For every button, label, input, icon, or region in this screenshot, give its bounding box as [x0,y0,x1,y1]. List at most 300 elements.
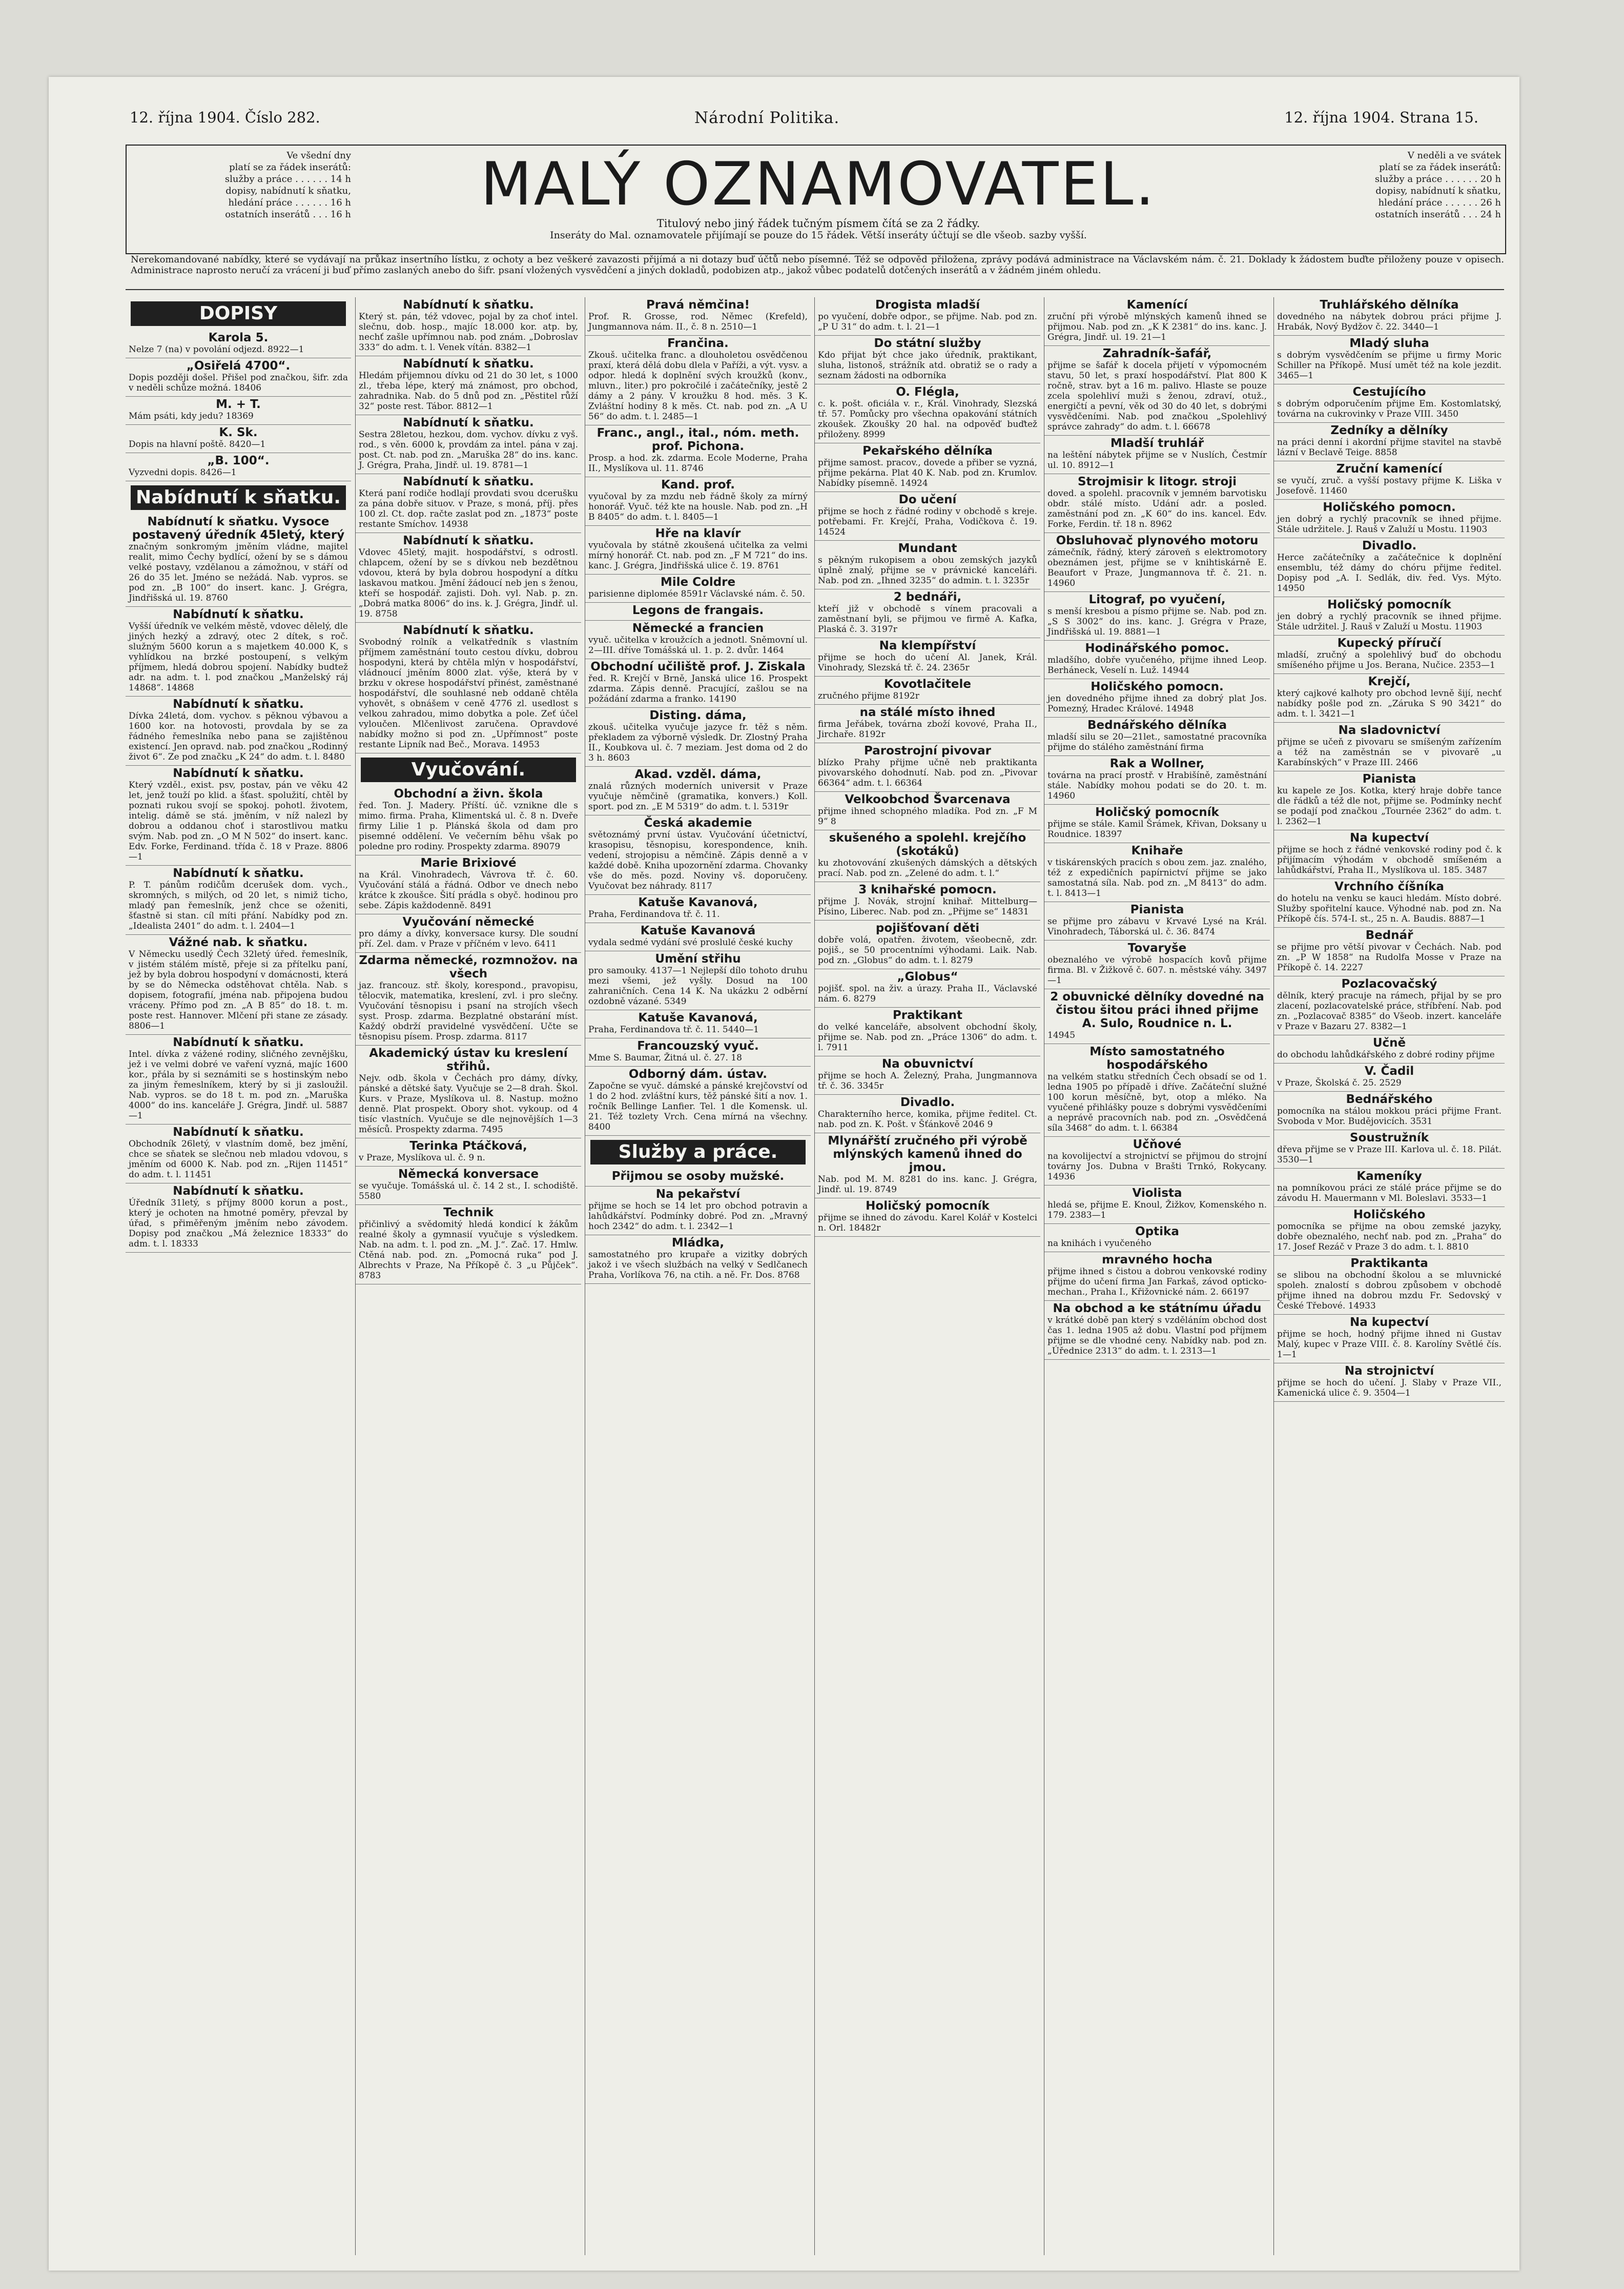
ad-heading: Zdarma německé, rozmnožov. na všech [359,954,578,980]
ad-heading: Pozlacovačský [1341,977,1437,991]
classified-ad [1044,941,1270,989]
ad-text: Hledám přijemnou dívku od 21 do 30 let, s 1000 zl., třeba lépe, který má známost, pro obchod, zahradnika. Nab. do 5 dnů pod zn. „Pěstitel růží 32“ poste rest. Tábor. 8812—1 [359,371,578,412]
classified-ad [126,935,351,1035]
ad-heading: Vyučování německé [402,915,535,929]
ad-heading: Hodinářského pomoc. [1085,642,1229,655]
classified-ad [1274,771,1505,830]
ad-heading: Divadlo. [1362,539,1417,553]
classified-ad [815,830,1040,882]
classified-ad [356,356,581,415]
ad-heading: Nabídnutí k sňatku. [173,767,304,780]
ad-heading: Zedníky a dělníky [1330,424,1448,437]
ad-text: se slibou na obchodní školou a se mluvnické spoleh. znalostí s dobrou způsobem v obchodě přijme ihned na dobrou mzdu Fr. Sedovský v České Třebové. 14933 [1277,1270,1502,1311]
classified-ad [126,866,351,935]
classified-ad [585,297,811,336]
ad-text: pro dámy a dívky, konversace kursy. Dle soudní pří. Zel. dam. v Praze v příčném v levo. 6411 [359,929,578,949]
classified-ad [1044,902,1270,941]
header-right: 12. října 1904. Strana 15. [1284,109,1478,126]
ad-text: řed. Ton. J. Madery. Příští. úč. vznikne dle s mimo. firma. Praha, Klimentská ul. č. 8 n. Dveře firmy Lilie 1 p. Plánská škola od dam pro pisemné oddělení. Ve večerním běhu však po poledne pro rodiny. Prospekty zdarma. 89079 [359,801,578,852]
ad-heading: pojišťovaní děti [875,922,980,935]
page-header [49,109,1519,132]
ad-heading: Učně [1372,1036,1406,1050]
classified-ad [1274,674,1505,723]
ad-text: mladší, zručný a spolehlivý buď do obchodu smíšeného přijme u Jos. Berana, Nučice. 2353—1 [1277,650,1502,670]
ad-text: vyučovala by státně zkoušená učitelka za velmi mírný honorář. Ct. nab. pod zn. „F M 721“ do ins. kanc. J. Grégra, Jindřišská ulice č. 19. 8761 [588,540,808,571]
ad-text: přijme se učeň z pivovaru se smíšeným zařízením a též na zaměstnán se v pivovarě „u Karabínských“ v Praze III. 2466 [1277,737,1502,768]
ad-heading: Tovaryše [1127,942,1187,955]
ad-heading: Německá konversace [398,1168,539,1181]
classified-ad [126,397,351,425]
classified-ad [1044,436,1270,474]
ad-text: jen dobrý a rychlý pracovník se ihned přijme. Stále udržitel. J. Rauš v Zaluží u Mostu. 11903 [1277,611,1502,632]
ad-text: přijme se hoch z řádné rodiny v obchodě s kreje. potřebami. Fr. Krejčí, Praha, Vodičkova č. 19. 14524 [818,506,1037,537]
ad-heading: Nabídnutí k sňatku. [403,416,534,430]
ad-text: Obchodník 26letý, v vlastním domě, bez jmění, chce se sňatek se slečnou neb mladou vdovou, s jměním od 6000 K. Nab. pod zn. „Rijen 11451“ do adm. t. l. 11451 [129,1139,348,1180]
ad-heading: Německé a francien [632,622,764,635]
ad-heading: Nabídnutí k sňatku. [173,1036,304,1049]
ad-heading: Optika [1135,1225,1179,1238]
ad-text: Započne se vyuč. dámské a pánské krejčovství od 1 do 2 hod. zvláštní kurs, těž pánské šití a nov. 1. ročník Bellinge Lanfier. Tel. 1 dle Komensk. ul. 21. Též tozlety Vrch. Cena mírná na všechny. 8400 [588,1081,808,1132]
ad-heading: Zruční kamenící [1336,462,1443,476]
ad-text: Nejv. odb. škola v Čechách pro dámy, dívky, pánské a dětské šaty. Vyučuje se 2—8 drah. Škol. Kurs. v Praze, Myslíkova ul. 8. Nastup. možno denně. Plat prospekt. Obory shot. vykoup. od 4 tisíc vlastních. Vyučuje se dle nejnovějších 1—3 měsíců. Prospekty zdarma. 7495 [359,1073,578,1135]
ad-heading: Legons de frangais. [632,604,764,617]
classified-ad [1044,592,1270,641]
ad-text: firma Jeřábek, továrna zboží kovové, Praha II., Jirchaře. 8192r [818,719,1037,740]
classified-ad [1274,336,1505,384]
classified-ad [1274,1363,1505,1402]
ad-text: přijme ihned schopného mladíka. Pod zn. „F M 9“ 8 [818,806,1037,827]
ad-heading: Holičský pomocník [866,1199,990,1213]
classified-ad [1274,538,1505,597]
ad-text: ku zhotovování zkušených dámských a dětských prací. Nab. pod zn. „Zelené do adm. t. l.“ [818,858,1037,878]
ad-text: dělník, který pracuje na rámech, přijal by se pro zlacení, pozlacovatelské práce, stříbření. Nab. pod zn. „Pozlacovač 8385“ do Všeob. inzert. kanceláře v Praze v Bazaru 27. 8382—1 [1277,991,1502,1032]
ad-heading: Mundant [898,542,957,555]
ad-heading: Zahradník-šafář, [1102,347,1212,360]
ad-heading: „Globus“ [897,970,958,984]
ad-text: hledá se, přijme E. Knoul, Žižkov, Komenského n. 179. 2383—1 [1047,1200,1267,1220]
classified-ad [1044,1044,1270,1137]
ad-text: c. k. pošt. oficiála v. r., Král. Vinohrady, Slezská tř. 57. Pomůcky pro všechna opakování státních zkoušek. Zkoušky 20 hal. na odpověď buďtež přiloženy. 8999 [818,399,1037,440]
ad-heading: Do učení [898,493,957,506]
ad-heading: Drogista mladší [875,298,980,312]
ad-heading: Nabídnutí k sňatku. [403,298,534,312]
rate-line: ostatních inserátů . . . 16 h [225,209,351,220]
column-3 [585,297,811,2255]
classified-ad [356,474,581,533]
ad-text: doved. a spolehl. pracovník v jemném barvotisku obdr. stálé místo. Udání adr. a posled. zaměstnání pod zn. „K 60“ do ins. kancel. Edv. Forke, Ferdin. tř. 18 n. 8962 [1047,488,1267,529]
ad-text: obeznalého ve výrobě hospacích kovů přijme firma. Bl. v Žižkově č. 607. n. městské váhy. 3497—1 [1047,955,1267,986]
ad-heading: Na klempířství [879,639,976,652]
ad-heading: Umění střihu [655,952,741,966]
ad-text: světoznámý první ústav. Vyučování účetnictví, krasopisu, těsnopisu, korespondence, knih. vedení, strojopisu a němčině. Zápis denně a v každé době. Kniha upozornění zdarma. Chovanky vše do měs. pozd. Noviny vš. doporučeny. Vyučovat bez náhrady. 8117 [588,830,808,891]
classified-ad [126,425,351,453]
ad-text: přijme se hoch, hodný přijme ihned ni Gustav Malý, kupec v Praze VIII. č. 8. Karolíny Světlé čís. 1—1 [1277,1329,1502,1360]
classified-ad [126,330,351,358]
rate-line: V neděli a ve svátek [1407,150,1501,161]
ad-heading: Obsluhovač plynového motoru [1056,534,1259,547]
classified-ad [585,425,811,477]
ad-text: pojišť. spol. na živ. a úrazy. Praha II., Václavské nám. 6. 8279 [818,984,1037,1004]
ad-text: vyuč. učitelka v kroužcích a jednotl. Sněmovní ul. 2—III. dříve Tomášská ul. 1. p. 2. dvůr. 1464 [588,635,808,656]
ad-heading: Vrchního číšníka [1334,880,1444,893]
classified-ad [585,1010,811,1038]
classified-ad [815,1198,1040,1237]
ad-heading: Nabídnutí k sňatku. [403,624,534,637]
classified-ad [356,415,581,474]
ad-text: se vyučuje. Tomášská ul. č. 14 2 st., I. schodiště. 5580 [359,1181,578,1201]
classified-ad [126,1125,351,1183]
classified-ad [1274,1035,1505,1064]
ad-text: v Praze, Školská č. 25. 2529 [1277,1078,1402,1088]
ad-heading: Violista [1132,1187,1182,1200]
ad-text: mladší silu se 20—21let., samostatné pracovníka přijme do stálého zaměstnání firma [1047,732,1267,752]
ad-text: jen dobrý a rychlý pracovník se ihned přijme. Stále udržitele. J. Rauš v Zaluží u Mostu. 11903 [1277,514,1502,535]
rate-line: ostatních inserátů . . . 24 h [1375,209,1501,220]
ad-heading: Akademický ústav ku kreslení střihů. [369,1047,568,1073]
ad-text: který cajkové kalhoty pro obchod levně šijí, nechť nabídky pošle pod zn. „Záruka S 90 3421“ do adm. t. l. 3421—1 [1277,688,1502,719]
classified-ad [815,297,1040,336]
section-title: MALÝ OZNAMOVATEL. [480,150,1157,219]
classified-ad [1274,297,1505,336]
ad-text: továrna na prací prostř. v Hrabišíně, zaměstnání stále. Nabídky mohou podati se do 20. t. m. 14960 [1047,770,1267,801]
classified-ad [585,767,811,815]
ad-heading: Nabídnutí k sňatku. [173,698,304,711]
ad-text: v Praze, Myslíkova ul. č. 9 n. [359,1153,485,1163]
ad-heading: Přijmou se osoby mužské. [611,1170,785,1183]
classified-ad [815,541,1040,589]
ad-heading: Mládka, [671,1236,725,1250]
ad-heading: Nabídnutí k sňatku. [403,475,534,488]
banner-subtitle-2: Inseráty do Mal. oznamovatele přijímají se pouze do 15 řádek. Větší inseráty účtují se dle všeob. sazby vyšší. [550,230,1087,241]
ad-heading: 3 knihařské pomocn. [858,883,997,896]
ad-heading: Na strojnictví [1344,1364,1434,1378]
ad-text: Prosp. a hod. zk. zdarma. Ecole Moderne, Praha II., Myslíkova ul. 11. 8746 [588,453,808,474]
classified-ad [356,1205,581,1284]
ad-heading: Nabídnutí k sňatku. Vysoce postavený úředník 45letý, který [132,515,345,542]
classified-ad [356,953,581,1046]
banner-note: Nerekomandované nabídky, které se vydávají na průkaz insertního lístku, z ochoty a bez veškeré zavazosti přijímá a ni dotazy buď účtů nebo písemné. Též se odpověd přiložena, zprávy podává administrace na Václavském nám. č. 21. Doklady k žádostem buďte přiloženy pouze v opisech. Administrace naprosto neručí za vrácení ji buď přímo zaslaných anebo do šifr. psaní vložených vysvědčení a jiných dokladů, podobizen atp., jakož vůbec podatelů dotčených inserátů a v žádném jiném ohledu. [131,254,1504,276]
classified-ad [1274,1064,1505,1092]
ad-text: Svobodný rolník a velkatředník s vlastním příjmem zaměstnání touto cestou dívku, dobrou hospodyni, která by chtěla mlýn v hospodářství, vládnoucí jměním 8000 zlat. výše, která by v brzku v okrese hospodářství přinést, zaměstnané hospodářství, dle souhlasné neb oddaně chtěla vyhovět, s obnášem v ceně 4776 zl. usedlost s velkou zahradou, mimo dobytka a pole. Zeť účel vyloučen. Mlčenlivost zaručena. Opravdové nabídky možno si pod zn. „Upřímnost“ poste restante Lipník nad Beč., Morava. 14953 [359,637,578,750]
ad-text: mladšího, dobře vyučeného, přijme ihned Leop. Berháneck, Veselí n. Luž. 14944 [1047,655,1267,676]
ad-text: Který vzděl., exist. psv, postav, pán ve věku 42 let, jenž touží po klid. a šťast. spolužití, chtěl by poznati rukou svojí se spokoj. pohotl. životem, intelig. dámě se stá. jměním, v níž nalezl by dobrou a oddanou choť i starostlivou matku svým. Nab. pod zn. „O M N 502“ do insert. kanc. Edv. Forke, Ferdinand. třída č. 18 v Praze. 8806—1 [129,780,348,862]
ad-text: s pěkným rukopisem a obou zemských jazyků úplně znalý, přijme se v právnické kanceláři. Nab. pod zn. „Ihned 3235“ do admin. t. l. 3235r [818,555,1037,586]
ad-heading: Francouzský vyuč. [637,1039,759,1053]
ad-text: V Německu usedlý Čech 32letý úřed. řemeslník, v jistém stálém místě, přeje si za přítelku paní, jež by byla dobrou hospodyní v domácnosti, která by se do Německa odstěhovat chtěla. Nab. s dopisem, fotografií, jména nab. připojena budou vráceny. Přímo pod zn. „A B 85“ do 18. t. m. poste rest. Hannover. Mlčení při stane ze zásady. 8806—1 [129,949,348,1031]
ad-text: se přijme pro zábavu v Krvavé Lysé na Král. Vinohradech, Táborská ul. č. 36. 8474 [1047,916,1267,937]
classified-ad [585,923,811,951]
ad-heading: Holičský pomocník [1327,598,1451,611]
classified-ad [815,921,1040,969]
classified-ad [815,1056,1040,1095]
classified-ad [815,792,1040,830]
ad-text: Dopis později došel. Přišel pod značkou, šifr. zda v neděli schůze možná. 18406 [129,373,348,393]
ad-text: přijme ihned s čistou a dobrou venkovské rodiny přijme do učení firma Jan Farkaš, závod opticko-mechan., Praha I., Křižovnické nám. 2. 66197 [1047,1266,1267,1297]
classified-ad [1274,1092,1505,1130]
ad-heading: Nabídnutí k sňatku. [173,608,304,621]
ad-text: 14945 [1047,1030,1076,1040]
ad-text: v krátké době pan který s vzděláním obchod dost čas 1. ledna 1905 až dobu. Vlastní pod příjmem přijme se dle vhodné ceny. Nabídky nab. pod zn. „Úřednice 2313“ do adm. t. l. 2313—1 [1047,1315,1267,1356]
ad-text: Vyšší úředník ve velkém městě, vdovec dělelý, dle jiných hezký a zdravý, otec 2 dítek, s roč. služným 5600 korun a s majetkem 40.000 K, s vyhlídkou na brzké postoupení, s velkým příjmem, hledá dobrou spojení. Nabídky budtež adr. na adm. t. l. pod značkou „Manželský ráj 14868“. 14868 [129,621,348,693]
ad-heading: Technik [443,1206,494,1219]
ad-heading: Obchodní učiliště prof. J. Ziskala [590,660,806,673]
classified-ad [1274,928,1505,976]
ad-heading: Katuše Kavanová, [638,896,758,909]
ad-heading: Cestujícího [1352,385,1426,399]
ad-heading: Pekařského dělníka [862,444,993,458]
ad-heading: Mladší truhlář [1110,437,1204,450]
ad-heading: Česká akademie [644,816,752,830]
ad-text: Úředník 31letý, s příjmy 8000 korun a post., který je ochoten na hmotné poměry, převzal by úřad, s přiměřeným jměním nebo závodem. Dopisy pod značkou „Má železnice 18333“ do adm. t. l. 18333 [129,1198,348,1249]
classified-ad [1274,423,1505,461]
classified-ad [126,607,351,697]
classified-ad [585,659,811,708]
ad-heading: M. + T. [216,398,261,411]
classified-ad [1044,533,1270,592]
ad-heading: Franc., angl., ital., nóm. meth. prof. Pichona. [597,426,799,453]
ad-text: do hotelu na venku se kauci hledám. Místo dobré. Služby spořitelní kauce. Výhodné nab. pod zn. Na Příkopě čís. 574-I. st., 25 n. A. Baudis. 8887—1 [1277,893,1502,924]
classified-ad [815,1133,1040,1198]
classified-ad [1274,1315,1505,1363]
classified-ad [126,766,351,866]
classified-ad [126,1183,351,1253]
classified-ad [1044,1137,1270,1186]
ad-text: Nelze 7 (na) v povolání odjezd. 8922—1 [129,344,304,355]
rate-line: dopisy, nabídnutí k sňatku, [225,186,351,196]
ad-text: P. T. pánům rodičům dcerušek dom. vych., skromných, s milých, od 20 let, s nimiž ticho, mladý pan řemeslník, jenž chce se oženiti, šťastně si stan. cíl míti přání. Nabídky pod zn. „Idealista 2401“ do adm. t. l. 2404—1 [129,880,348,931]
classified-ad [356,855,581,914]
ad-heading: Holičského pomocn. [1323,501,1456,514]
ad-heading: Holičský pomocník [1095,806,1219,819]
ad-text: Praha, Ferdinandova tř. č. 11. [588,909,720,919]
ad-text: Intel. dívka z vážené rodiny, sličného zevnějšku, jež i ve velmi dobré ve vaření vyzná, majíc 1600 kor., přála by si seznámiti se s hostinským nebo za jiným řemeslníkem, který by si ji zasloužil. Nab. vypros. se do 18 t. m. pod zn. „Maruška 4000“ do ins. kanceláře J. Grégra, Jindř. ul. 5887—1 [129,1049,348,1121]
classified-ad [1044,1224,1270,1252]
ad-text: dobře volá, opatřen. životem, všeobecně, zdr. pojiš., se 50 procentními výhodami. Laik. Nab. pod zn. „Globus“ do adm. t. l. 8279 [818,935,1037,966]
ad-heading: Bednář [1365,929,1413,942]
column-4 [814,297,1040,2255]
ad-heading: Praktikanta [1350,1257,1428,1270]
ad-heading: Mile Coldre [660,576,736,589]
ad-text: přijme se hoch z řádné venkovské rodiny pod č. k přijímacím výhodám v obchodě smíšeném a lahůdkářství, Praha II., Myslíkova ul. 185. 3487 [1277,845,1502,875]
ad-heading: Knihaře [1131,844,1183,857]
ad-heading: Katuše Kavanová [640,924,756,937]
divider [126,289,1504,290]
classified-ad [1044,843,1270,902]
ad-text: Který st. pán, též vdovec, pojal by za choť intel. slečnu, dob. hosp., majíc 18.000 kor. atp. by, nechť zašle upřímnou nab. pod znám. „Dobroslav 333“ do adm. t. l. Venek vítán. 8382—1 [359,312,578,353]
ad-heading: Holičského pomocn. [1091,680,1224,693]
ad-text: s dobrým vysvědčením se přijme u firmy Moric Schiller na Příkopě. Musí umět též na kole jezdit. 3465—1 [1277,350,1502,381]
rate-line: Ve všední dny [286,150,351,161]
rate-line: služby a práce . . . . . . 14 h [224,174,351,185]
ad-heading: Na obchod a ke státnímu úřadu [1053,1302,1262,1315]
ad-text: zámečník, řádný, který zároveň s elektromotory obeznámen jest, přijme se v knihtiskárně E. Beaufort v Praze, Jungmannova tř. č. 21. n. 14960 [1047,547,1267,588]
ad-heading: Disting. dáma, [649,709,747,722]
classified-ad [356,914,581,953]
ad-heading: Pianista [1130,903,1184,916]
ad-heading: Velkoobchod Švarcenava [845,793,1011,806]
ad-heading: Divadlo. [900,1096,955,1109]
ad-heading: Obchodní a živn. škola [394,787,543,801]
classified-banner [126,145,1506,254]
classified-ad [356,1046,581,1138]
classified-ad [1274,976,1505,1035]
classified-ad [1274,723,1505,771]
ad-text: přijme samost. pracov., dovede a přiber se vyzná, přijme pekárna. Plat 40 K. Nab. pod zn. Krumlov. Nabídky písemně. 14924 [818,458,1037,488]
ad-text: parisienne diplomée 8591r Václavské nám. č. 50. [588,589,805,599]
ad-heading: Mlynářští zručného při výrobě mlýnských kamenů ihned do jmou. [828,1134,1027,1174]
classified-ad [1274,500,1505,538]
ad-heading: Terinka Ptáčková, [409,1139,527,1153]
ad-heading: Rak a Wollner, [1109,757,1205,770]
ad-text: ku kapele ze Jos. Kotka, který hraje dobře tance dle řádků a též dle not, přijme se. Podmínky nechť se podají pod značkou „Tournée 2362“ do adm. t. l. 2362—1 [1277,786,1502,827]
section-heading: DOPISY [131,301,346,326]
ad-text: Herce začátečníky a začátečnice k doplnění ensemblu, též dámy do chóru přijme ředitel. Dopisy pod „A. I. Sedlák, div. řed. Vys. Mýto. 14950 [1277,553,1502,594]
classified-ad [585,815,811,895]
classified-ad [585,951,811,1010]
ad-text: na Král. Vinohradech, Vávrova tř. č. 60. Vyučování stálá a řádná. Odbor ve dnech nebo krátce k zkoušce. Šití prádla s obyč. hodinou pro sebe. Zápis každodenně. 8491 [359,870,578,911]
ad-heading: Akad. vzděl. dáma, [634,768,762,781]
classified-ad [1274,461,1505,500]
classified-ad [126,514,351,607]
ad-heading: Nabídnutí k sňatku. [173,1184,304,1198]
ad-heading: Nabídnutí k sňatku. [403,357,534,371]
classified-ad [126,1035,351,1125]
classified-ad [585,621,811,659]
classified-ad [1274,597,1505,636]
ad-heading: Kovotlačitele [883,678,971,691]
header-left: 12. října 1904. Číslo 282. [130,109,320,126]
ad-text: řed. R. Krejčí v Brně, Janská ulice 16. Prospekt zdarma. Zápis denně. Pracující, zašlou se na požádání zdarma a franko. 14190 [588,673,808,704]
ad-text: na kovolijectví a strojnictví se přijmou do strojní továrny Jos. Dubna v Brašti Trnkó, Rokycany. 14936 [1047,1151,1267,1182]
classified-ad [1274,1256,1505,1315]
classified-ad [1044,346,1270,436]
classified-ad [1044,474,1270,533]
banner-subtitle: Titulový nebo jiný řádek tučným písmem čítá se za 2 řádky. [656,217,980,230]
classified-ad [585,603,811,621]
rate-line: platí se za řádek inserátů: [1379,162,1501,173]
classified-ad [815,492,1040,541]
ad-text: do velké kanceláře, absolvent obchodní školy, přijme se. Nab. pod zn. „Práce 1306“ do adm. t. l. 7911 [818,1022,1037,1053]
classified-ad [1274,830,1505,879]
ad-heading: Truhlářského dělníka [1320,298,1459,312]
ad-text: se vyučí, zruč. a vyšší postavy přijme K. Liška v Josefově. 11460 [1277,476,1502,496]
ad-text: jen dovedného přijme ihned za dobrý plat Jos. Pomezný, Hradec Králové. 14948 [1047,693,1267,714]
ad-heading: 2 bednáři, [893,590,962,604]
ad-text: přijme se šafář k docela přijetí v výpomocném stavu, 50 let, s praxí hospodářství. Plat 800 K ročně, strav. byt a 16 m. palivo. Hlaste se pouze zcela spolehliví muži s ženou, zdraví, otuž., energičtí a pevní, věk od 30 do 40 let, s dobrými vysvědčeními. Nab. pod značkou „Spolehlivý správce zahrady“ do adm. t. l. 66678 [1047,360,1267,432]
ad-text: značným sonkromým jměním vládne, majitel realit, mimo Čechy bydlící, ožení by se s dámou velké postavy, vzdělanou a zámožnou, v stáří od 26 do 35 let. Jméno se nežádá. Nab. vypros. se pod zn. „B 100“ do insert. kanc. J. Grégra, Jindřišská ul. 19. 8760 [129,542,348,603]
ad-heading: Na sladovnictví [1338,724,1441,737]
ad-text: po vyučení, dobře odpor., se přijme. Nab. pod zn. „P U 31“ do adm. t. l. 21—1 [818,312,1037,332]
ad-heading: Holičského [1353,1208,1426,1221]
classified-ad [1274,1169,1505,1207]
classified-ad [585,895,811,923]
ad-heading: V. Čadil [1364,1065,1414,1078]
ad-text: na pomníkovou práci ze stálé práce přijme se do závodu H. Mauermann v Ml. Boleslavi. 3533—1 [1277,1183,1502,1203]
classified-ad [815,677,1040,705]
ad-heading: Do státní služby [874,337,981,350]
rate-line: platí se za řádek inserátů: [229,162,351,173]
ad-text: se přijme pro větší pivovar v Čechách. Nab. pod zn. „P W 1858“ na Rudolfa Mosse v Praze na Příkopě č. 14. 2227 [1277,942,1502,973]
newspaper-page [49,77,1519,2271]
ad-heading: Odborný dám. ústav. [628,1068,768,1081]
ad-text: přijme se stále. Kamil Šrámek, Křivan, Doksany u Roudnice. 18397 [1047,819,1267,840]
classified-ad [356,623,581,753]
ad-heading: mravného hocha [1102,1253,1212,1266]
classified-ad [1044,756,1270,805]
classified-ad [356,1167,581,1205]
classified-ad [1044,718,1270,756]
ad-text: na práci denní i akordní přijme stavitel na stavbě lázní v Beclavě Teige. 8858 [1277,437,1502,458]
ad-text: Mám psáti, kdy jedu? 18369 [129,411,254,421]
classified-ad [815,589,1040,638]
ad-text: přijme J. Novák, strojní knihař. Mittelburg—Písino, Liberec. Nab. pod zn. „Přijme se“ 14831 [818,896,1037,917]
classified-ad [585,1187,811,1235]
ad-heading: na stálé místo ihned [859,706,996,719]
ad-heading: Na kupectví [1349,831,1429,845]
ad-text: Nab. pod M. M. 8281 do ins. kanc. J. Grégra, Jindř. ul. 19. 8749 [818,1174,1037,1195]
classified-ad [1274,636,1505,674]
ad-text: s dobrým odporučením přijme Em. Kostomlatský, továrna na cukrovinky v Praze VIII. 3450 [1277,399,1502,419]
ad-heading: Strojmisir k litogr. stroji [1077,475,1237,488]
ad-text: zruční při výrobě mlýnských kamenů ihned se přijmou. Nab. pod zn. „K K 2381“ do ins. kanc. J. Grégra, Jindř. ul. 19. 21—1 [1047,312,1267,342]
ad-text: pomocníka se přijme na obou zemské jazyky, dobře obeznalého, nechť nab. pod zn. „Praha“ do 17. Josef Rezáč v Praze 3 do adm. t. l. 8810 [1277,1221,1502,1252]
ad-heading: Marie Brixiové [420,856,517,870]
classified-ad [356,786,581,855]
ad-heading: Pravá němčina! [646,298,750,312]
classified-ad [1044,1252,1270,1301]
classified-ad [585,575,811,603]
column-5 [1044,297,1270,2255]
ad-text: Sestra 28letou, hezkou, dom. vychov. dívku z vyš. rod., s věn. 6000 k, provdám za intel. pána v zaj. post. Ct. nab. pod zn. „Maruška 28“ do ins. kanc. J. Grégra, Praha, Jindř. ul. 19. 8781—1 [359,430,578,471]
ad-text: Zkouš. učitelka franc. a dlouholetou osvědčenou praxí, která dělá dobu dlela v Paříži, a výt. vysv. a odpor. hledá k doplnění svých kroužků (konv., mluvn., liter.) pro pokročilé i začátečníky, jestě 2 dámy a 2 pány. V kroužku 8 hod. měs. 3 K. Zvláštní hodiny 8 k měs. Ct. nab. pod zn. „A U 56“ do adm. t. l. 2485—1 [588,350,808,422]
rate-line: hledání práce . . . . . . 16 h [228,197,351,208]
ad-heading: Karola 5. [208,331,269,344]
ad-heading: Nabídnutí k sňatku. [173,867,304,880]
ad-text: Vdovec 45letý, majit. hospodářství, s odrostl. chlapcem, ožení by se s dívkou neb bezdětnou vdovou, která by byla dobrou hospodyní a dítku laskavou matkou. Jmění žádoucí neb jen s ženou, kteří se hospodář. zajisti. Doh. vyl. Nab. p. zn. „Dobrá matka 8006“ do ins. k. J. Grégra, Jindř. ul. 19. 8758 [359,547,579,619]
ad-heading: Učňové [1133,1138,1182,1151]
ad-text: přičinlivý a svědomitý hledá kondicí k žákům realné školy a gymnasií vyučuje s výsledkem. Nab. na adm. t. l. pod zn. „M. J.“. Zač. 17. Hmlw. Ctěná nab. pod. zn. „Pomocná ruka“ pod J. Albrechts v Praze, Na Příkopě č. 3 „u Půjček“. 8783 [359,1219,578,1281]
ad-heading: Krejčí, [1368,675,1411,688]
ad-text: pro samouky. 4137—1 Nejlepší dílo tohoto druhu mezi všemi, jež vyšly. Dosud na 100 zahraničních. Cena 14 K. Na ukázku 2 odběrní ozdobně vázané. 5349 [588,966,808,1007]
rate-line: dopisy, nabídnutí k sňatku, [1375,186,1501,196]
column-6 [1273,297,1505,2255]
classified-ad [1044,679,1270,718]
classified-ad [585,526,811,575]
ad-heading: Vážné nab. k sňatku. [169,936,308,949]
ad-heading: Parostrojní pivovar [864,744,991,758]
classified-ad [815,336,1040,384]
classified-ad [585,708,811,767]
ad-heading: K. Sk. [219,426,258,439]
classified-ad [585,1235,811,1284]
ad-heading: Mladý sluha [1349,337,1429,350]
ad-text: blízko Prahy přijme učně neb praktikanta pivovarského dohodnutí. Nab. pod zn. „Pivovar 66364“ adm. t. l. 66364 [818,758,1037,788]
ad-text: jaz. francouz. stř. školy, korespond., pravopisu, tělocvik, matematika, kreslení, zvl. i pro slečny. Vyučování těsnopisu i psaní na strojích všech syst. Prosp. zdarma. Bezplatné obstarání míst. Každý obdrží pravidelné vysvědčení. Učte se těsnopisu písem. Prosp. zdarma. 8117 [359,980,578,1042]
ad-heading: Katuše Kavanová, [638,1011,758,1025]
ad-text: v tiskárenských pracích s obou zem. jaz. znalého, též z expedičních papírnictví přijme se jako samostatná síla. Nab. pod zn. „M 8413“ do adm. t. l. 8413—1 [1047,857,1267,898]
section-heading: Služby a práce. [590,1140,806,1164]
classified-ad [815,705,1040,743]
ad-text: do obchodu lahůdkářského z dobré rodiny přijme [1277,1050,1495,1060]
ad-text: Vyzvedni dopis. 8426—1 [129,467,237,478]
ad-heading: Praktikant [892,1009,963,1022]
ad-text: s menší kresbou a písmo přijme se. Nab. pod zn. „S S 3002“ do ins. kanc. J. Grégra v Praze, Jindřišská ul. 19. 8881—1 [1047,606,1267,637]
ad-heading: Místo samostatného hospodářského [1089,1045,1225,1072]
classified-ad [1274,1207,1505,1256]
ad-text: přijme se hoch do učení Al. Janek, Král. Vinohrady, Slezská tř. č. 24. 2365r [818,652,1037,673]
ad-text: Mme S. Baumar, Žitná ul. č. 27. 18 [588,1053,742,1063]
classified-ad [126,358,351,397]
